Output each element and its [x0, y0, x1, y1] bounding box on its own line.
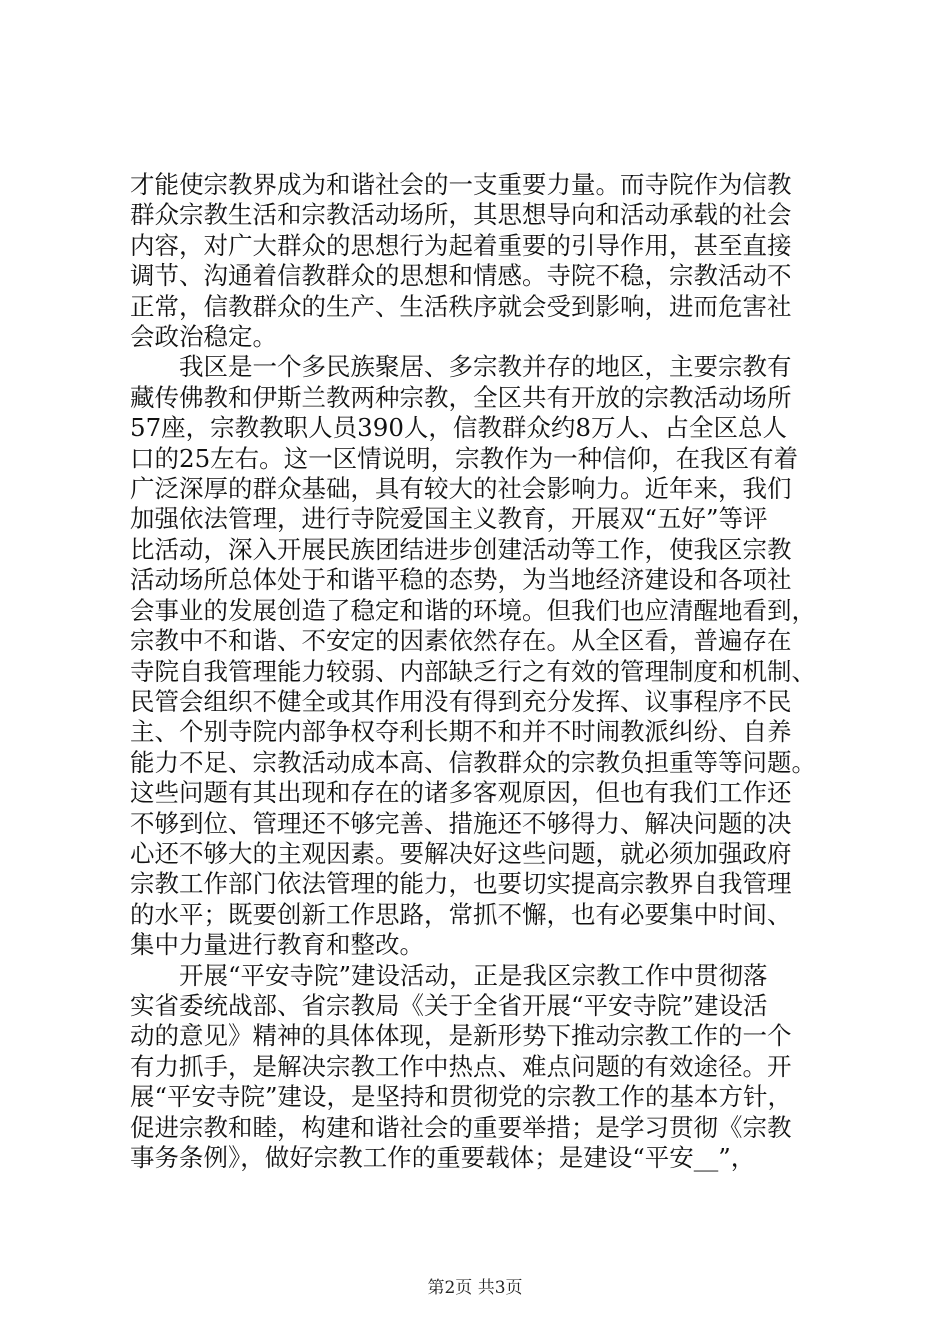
text-line: 主、个别寺院内部争权夺利长期不和并不时闹教派纠纷、自养 [130, 717, 792, 747]
text-line: 比活动，深入开展民族团结进步创建活动等工作，使我区宗教 [130, 534, 792, 564]
text-line: 寺院自我管理能力较弱、内部缺乏行之有效的管理制度和机制、 [130, 656, 816, 686]
text-line: 宗教中不和谐、不安定的因素依然存在。从全区看，普遍存在 [130, 626, 792, 656]
text-line: 正常，信教群众的生产、生活秩序就会受到影响，进而危害社 [130, 291, 792, 321]
text-line: 这些问题有其出现和存在的诸多客观原因，但也有我们工作还 [130, 778, 792, 808]
text-line: 我区是一个多民族聚居、多宗教并存的地区，主要宗教有 [179, 352, 792, 382]
text-line: 广泛深厚的群众基础，具有较大的社会影响力。近年来，我们 [130, 474, 792, 504]
text-line: 不够到位、管理还不够完善、措施还不够得力、解决问题的决 [130, 808, 792, 838]
text-line: 心还不够大的主观因素。要解决好这些问题，就必须加强政府 [130, 838, 792, 868]
text-line: 集中力量进行教育和整改。 [130, 930, 424, 960]
page-footer: 第2页 共3页 [427, 1278, 523, 1298]
text-line: 事务条例》，做好宗教工作的重要载体；是建设“平安__”， [130, 1143, 756, 1172]
text-line: 调节、沟通着信教群众的思想和情感。寺院不稳，宗教活动不 [130, 261, 792, 291]
text-line: 开展“平安寺院”建设活动，正是我区宗教工作中贯彻落 [179, 960, 768, 990]
text-line: 实省委统战部、省宗教局《关于全省开展“平安寺院”建设活 [130, 990, 768, 1020]
text-line: 口的25左右。这一区情说明，宗教作为一种信仰，在我区有着 [130, 443, 799, 473]
text-line: 宗教工作部门依法管理的能力，也要切实提高宗教界自我管理 [130, 869, 792, 899]
text-line: 展“平安寺院”建设，是坚持和贯彻党的宗教工作的基本方针， [130, 1082, 793, 1112]
text-line: 民管会组织不健全或其作用没有得到充分发挥、议事程序不民 [130, 686, 792, 716]
text-line: 藏传佛教和伊斯兰教两种宗教，全区共有开放的宗教活动场所 [130, 382, 792, 412]
text-line: 动的意见》精神的具体体现，是新形势下推动宗教工作的一个 [130, 1021, 792, 1051]
text-line: 有力抓手，是解决宗教工作中热点、难点问题的有效途径。开 [130, 1051, 792, 1081]
text-line: 加强依法管理，进行寺院爱国主义教育，开展双“五好”等评 [130, 504, 768, 534]
text-line: 才能使宗教界成为和谐社会的一支重要力量。而寺院作为信教 [130, 170, 792, 199]
text-line: 内容，对广大群众的思想行为起着重要的引导作用，甚至直接 [130, 230, 792, 260]
text-line: 的水平；既要创新工作思路，常抓不懈，也有必要集中时间、 [130, 899, 792, 929]
text-line: 群众宗教生活和宗教活动场所，其思想导向和活动承载的社会 [130, 200, 792, 230]
text-line: 会事业的发展创造了稳定和谐的环境。但我们也应清醒地看到， [130, 595, 816, 625]
text-line: 能力不足、宗教活动成本高、信教群众的宗教负担重等等问题。 [130, 747, 816, 777]
body-text [130, 170, 830, 1173]
text-line: 活动场所总体处于和谐平稳的态势，为当地经济建设和各项社 [130, 565, 792, 595]
text-line: 促进宗教和睦，构建和谐社会的重要举措；是学习贯彻《宗教 [130, 1112, 792, 1142]
text-line: 会政治稳定。 [130, 322, 277, 352]
text-line: 57座，宗教教职人员390人，信教群众约8万人、占全区总人 [130, 413, 788, 443]
